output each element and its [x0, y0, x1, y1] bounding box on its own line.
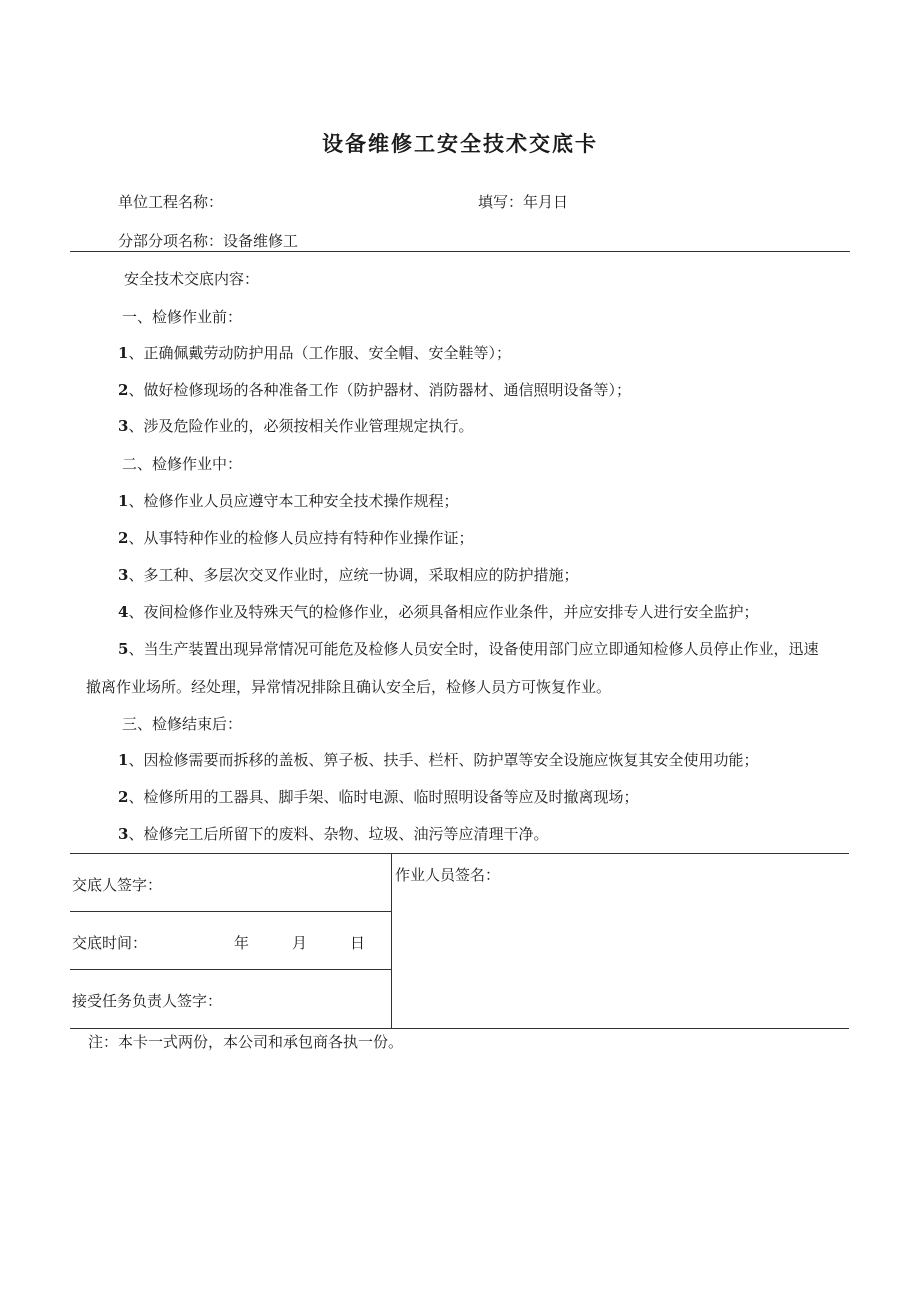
section1-item-2 [118, 379, 631, 400]
item-text: 、检修完工后所留下的废料、杂物、垃圾、油污等应清理干净。 [128, 825, 549, 843]
section1-heading: 一、检修作业前： [122, 308, 243, 326]
section2-item-5-continuation: 撤离作业场所。经处理，异常情况排除且确认安全后，检修人员方可恢复作业。 [86, 678, 612, 696]
item-text: 、涉及危险作业的，必须按相关作业管理规定执行。 [128, 417, 474, 435]
section1-item-3 [118, 415, 473, 436]
item-number: 1 [118, 492, 129, 510]
fill-date-label: 填写：年月日 [478, 193, 569, 211]
item-number: 2 [118, 529, 129, 547]
signature-row-divider-2 [70, 969, 391, 970]
item-text: 、正确佩戴劳动防护用品（工作服、安全帽、安全鞋等）； [128, 344, 511, 362]
signature-row-divider-1 [70, 911, 391, 912]
item-text: 、多工种、多层次交叉作业时，应统一协调，采取相应的防护措施； [128, 566, 579, 584]
signature-table-top-border [70, 853, 849, 854]
section3-heading: 三、检修结束后： [122, 715, 243, 733]
section1-item-1 [118, 342, 511, 363]
section3-item-1 [118, 749, 758, 770]
item-text: 、夜间检修作业及特殊天气的检修作业，必须具备相应作业条件，并应安排专人进行安全监护； [128, 603, 759, 621]
item-number: 4 [118, 603, 129, 621]
section3-item-2 [118, 786, 638, 807]
content-intro: 安全技术交底内容： [124, 270, 260, 288]
section2-heading: 二、检修作业中： [122, 455, 243, 473]
disclosure-year: 年 [234, 934, 250, 952]
item-number: 3 [118, 417, 129, 435]
footnote: 注：本卡一式两份，本公司和承包商各执一份。 [88, 1033, 404, 1051]
item-text: 、做好检修现场的各种准备工作（防护器材、消防器材、通信照明设备等）； [128, 381, 631, 399]
item-number: 5 [118, 640, 129, 658]
item-text: 、因检修需要而拆移的盖板、箅子板、扶手、栏杆、防护罩等安全设施应恢复其安全使用功能； [128, 751, 759, 769]
section2-item-1 [118, 490, 458, 511]
section2-item-2 [118, 527, 473, 548]
disclosure-time-label: 交底时间： [72, 934, 148, 952]
disclosure-day: 日 [350, 934, 366, 952]
page-title: 设备维修工安全技术交底卡 [322, 132, 598, 156]
disclosure-month: 月 [292, 934, 308, 952]
item-number: 3 [118, 566, 129, 584]
unit-project-label: 单位工程名称： [118, 193, 224, 211]
item-text: 、当生产装置出现异常情况可能危及检修人员安全时，设备使用部门应立即通知检修人员停止作业，迅速 [128, 640, 819, 658]
section2-item-3 [118, 564, 578, 585]
item-number: 1 [118, 751, 129, 769]
signature-table-bottom-border [70, 1028, 849, 1029]
workers-signature-label: 作业人员签名： [395, 866, 501, 884]
item-text: 、检修所用的工器具、脚手架、临时电源、临时照明设备等应及时撤离现场； [128, 788, 639, 806]
signature-table-column-divider [391, 853, 392, 1028]
item-number: 1 [118, 344, 129, 362]
item-number: 2 [118, 381, 129, 399]
section3-item-3 [118, 823, 548, 844]
item-text: 、从事特种作业的检修人员应持有特种作业操作证； [128, 529, 474, 547]
item-text: 、检修作业人员应遵守本工种安全技术操作规程； [128, 492, 459, 510]
section2-item-4 [118, 601, 758, 622]
item-number: 3 [118, 825, 129, 843]
header-divider [70, 251, 850, 252]
discloser-signature-label: 交底人签字： [72, 876, 163, 894]
receiver-signature-label: 接受任务负责人签字： [72, 992, 223, 1010]
item-number: 2 [118, 788, 129, 806]
section2-item-5 [118, 638, 818, 659]
sub-item-label: 分部分项名称：设备维修工 [118, 232, 299, 250]
